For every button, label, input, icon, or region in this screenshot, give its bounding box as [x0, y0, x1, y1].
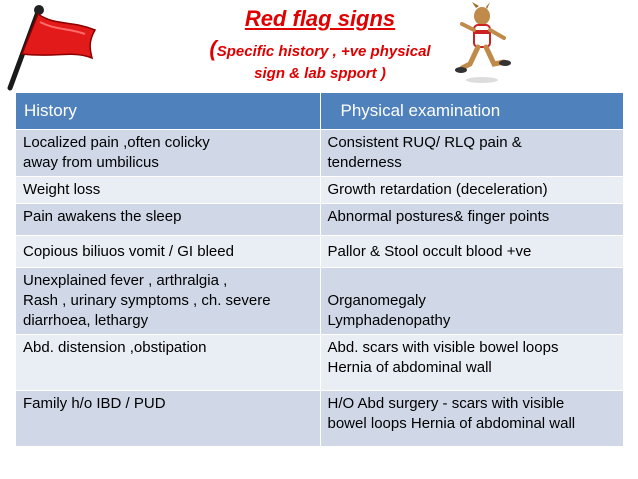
history-cell	[16, 335, 320, 391]
cell-line: away from umbilicus	[23, 154, 159, 171]
table-row	[16, 268, 623, 335]
exam-cell	[320, 335, 623, 391]
exam-cell	[320, 236, 623, 268]
page-title: Red flag signs	[244, 6, 396, 31]
table-row	[16, 391, 623, 447]
cell-line: Abd. scars with visible bowel loops	[327, 339, 559, 356]
history-cell	[16, 236, 320, 268]
subtitle-line-2: sign & lab spport )	[254, 65, 386, 82]
exam-cell	[320, 391, 623, 447]
cell-line: tenderness	[327, 154, 402, 171]
subtitle-paren: (	[209, 36, 217, 61]
history-cell	[16, 391, 320, 447]
cell-line: Organomegaly	[327, 292, 426, 309]
table-header-row	[16, 93, 623, 130]
cell-line: Weight loss	[23, 181, 101, 198]
exam-cell	[320, 204, 623, 236]
cell-line: Unexplained fever , arthralgia ,	[23, 272, 228, 289]
runner-mascot-icon	[452, 2, 512, 84]
cell-line: Copious biliuos vomit / GI bleed	[23, 243, 234, 260]
cell-line: Hernia of abdominal wall	[327, 359, 492, 376]
history-cell	[16, 204, 320, 236]
table-row	[16, 177, 623, 204]
cell-line: H/O Abd surgery - scars with visible	[327, 395, 565, 412]
table-row	[16, 335, 623, 391]
header-history: History	[16, 93, 320, 130]
cell-line	[328, 271, 616, 291]
cell-line: Abd. distension ,obstipation	[23, 339, 207, 356]
exam-cell	[320, 177, 623, 204]
cell-line: Pain awakens the sleep	[23, 208, 182, 225]
page-subtitle	[170, 38, 470, 85]
exam-cell	[320, 268, 623, 335]
cell-line: Abnormal postures& finger points	[327, 208, 550, 225]
red-flag-table	[16, 93, 623, 446]
cell-line: Family h/o IBD / PUD	[23, 395, 166, 412]
cell-line: bowel loops Hernia of abdominal wall	[327, 415, 576, 432]
table-row	[16, 204, 623, 236]
header-physical-examination: Physical examination	[320, 93, 623, 130]
cell-line: Consistent RUQ/ RLQ pain &	[327, 134, 522, 151]
red-flag-icon	[0, 0, 100, 92]
exam-cell	[320, 130, 623, 177]
history-cell	[16, 177, 320, 204]
history-cell	[16, 268, 320, 335]
subtitle-line-1: Specific history , +ve physical	[216, 43, 431, 60]
table-row	[16, 236, 623, 268]
table-row	[16, 130, 623, 177]
cell-line: diarrhoea, lethargy	[23, 312, 149, 329]
cell-line: Growth retardation (deceleration)	[327, 181, 548, 198]
cell-line: Pallor & Stool occult blood +ve	[327, 243, 532, 260]
cell-line: Localized pain ,often colicky	[23, 134, 210, 151]
cell-line: Lymphadenopathy	[327, 312, 451, 329]
history-cell	[16, 130, 320, 177]
cell-line: Rash , urinary symptoms , ch. severe	[23, 292, 271, 309]
